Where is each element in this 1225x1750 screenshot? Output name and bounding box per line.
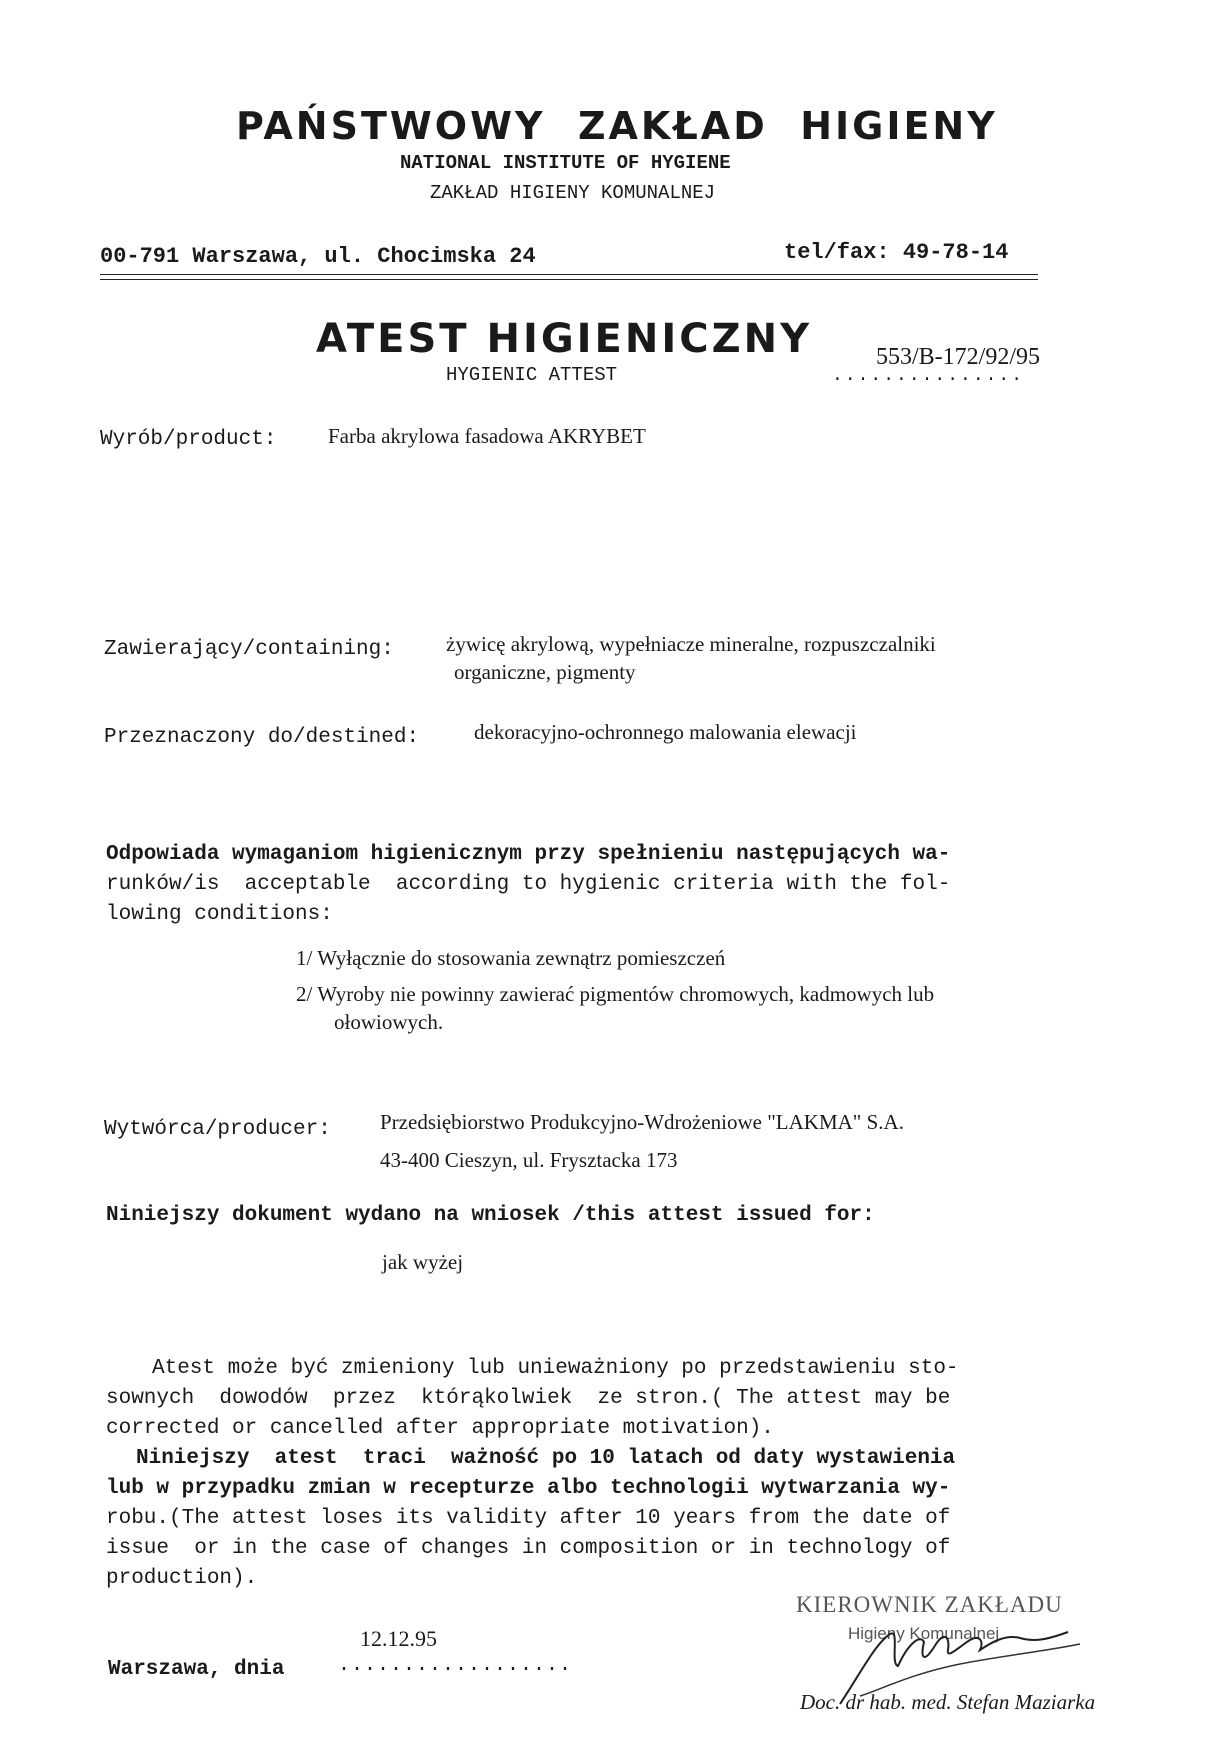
header-rule-bottom [100, 279, 1038, 280]
requirements-line-3: lowing conditions: [106, 903, 333, 926]
department-name: ZAKŁAD HIGIENY KOMUNALNEJ [430, 182, 716, 204]
stamp-title: KIEROWNIK ZAKŁADU [796, 1592, 1063, 1617]
issued-for-value: jak wyżej [382, 1250, 464, 1274]
date-label: Warszawa, dnia [108, 1658, 285, 1681]
attest-english-title: HYGIENIC ATTEST [446, 364, 618, 386]
note-2-line-5: production). [106, 1567, 258, 1590]
validity-note-2 [106, 1444, 1106, 1594]
producer-line-2: 43-400 Cieszyn, ul. Frysztacka 173 [380, 1148, 678, 1172]
containing-label: Zawierający/containing: [104, 638, 394, 661]
signatory-name: Doc. dr hab. med. Stefan Maziarka [800, 1690, 1096, 1714]
validity-note-1 [106, 1354, 1106, 1444]
attest-title: ATEST HIGIENICZNY [316, 316, 813, 362]
containing-line-1: żywicę akrylową, wypełniacze mineralne, rozpuszczalniki [446, 632, 936, 656]
producer-line-1: Przedsiębiorstwo Produkcyjno-Wdrożeniowe "LAKMA" S.A. [380, 1110, 904, 1134]
institution-name: PAŃSTWOWY ZAKŁAD HIGIENY [236, 104, 998, 148]
note-1-line-3: corrected or cancelled after appropriate motivation). [106, 1417, 774, 1440]
product-value: Farba akrylowa fasadowa AKRYBET [328, 424, 646, 448]
condition-2-line-1: 2/ Wyroby nie powinny zawierać pigmentów chromowych, kadmowych lub [296, 982, 935, 1006]
header-rule-top [100, 274, 1038, 275]
destined-value: dekoracyjno-ochronnego malowania elewacji [474, 720, 857, 744]
destined-label: Przeznaczony do/destined: [104, 726, 420, 749]
condition-2-line-2: ołowiowych. [334, 1010, 444, 1034]
date-dots: .................. [338, 1654, 573, 1677]
requirements-line-2: runków/is acceptable according to hygienic criteria with the fol- [106, 873, 951, 896]
telfax: tel/fax: 49-78-14 [784, 240, 1009, 265]
attest-number: 553/B-172/92/95 [876, 344, 1041, 370]
product-label: Wyrób/product: [100, 428, 277, 451]
institution-english-name: NATIONAL INSTITUTE OF HYGIENE [400, 152, 731, 174]
attest-number-dots: ............... [832, 366, 1025, 386]
requirements-paragraph [106, 840, 1106, 930]
note-2-line-2: lub w przypadku zmian w recepturze albo technologii wytwarzania wy- [106, 1477, 951, 1500]
stamp-department: Higieny Komunalnej [848, 1624, 1000, 1643]
note-1-line-2: sownych dowodów przez którąkolwiek ze stron.( The attest may be [106, 1387, 951, 1410]
note-2-line-3: robu.(The attest loses its validity after 10 years from the date of [106, 1507, 951, 1530]
issue-date: 12.12.95 [360, 1626, 437, 1651]
note-2-line-1: Niniejszy atest traci ważność po 10 latach od daty wystawienia [136, 1447, 956, 1470]
issued-for-label: Niniejszy dokument wydano na wniosek /this attest issued for: [106, 1204, 875, 1227]
address: 00-791 Warszawa, ul. Chocimska 24 [100, 244, 536, 269]
condition-1: 1/ Wyłącznie do stosowania zewnątrz pomieszczeń [296, 946, 726, 970]
note-2-line-4: issue or in the case of changes in composition or in technology of [106, 1537, 951, 1560]
containing-line-2: organiczne, pigmenty [454, 660, 636, 684]
producer-label: Wytwórca/producer: [104, 1118, 331, 1141]
requirements-line-1: Odpowiada wymaganiom higienicznym przy spełnieniu następujących wa- [106, 843, 951, 866]
note-1-line-1: Atest może być zmieniony lub unieważniony po przedstawieniu sto- [152, 1357, 959, 1380]
